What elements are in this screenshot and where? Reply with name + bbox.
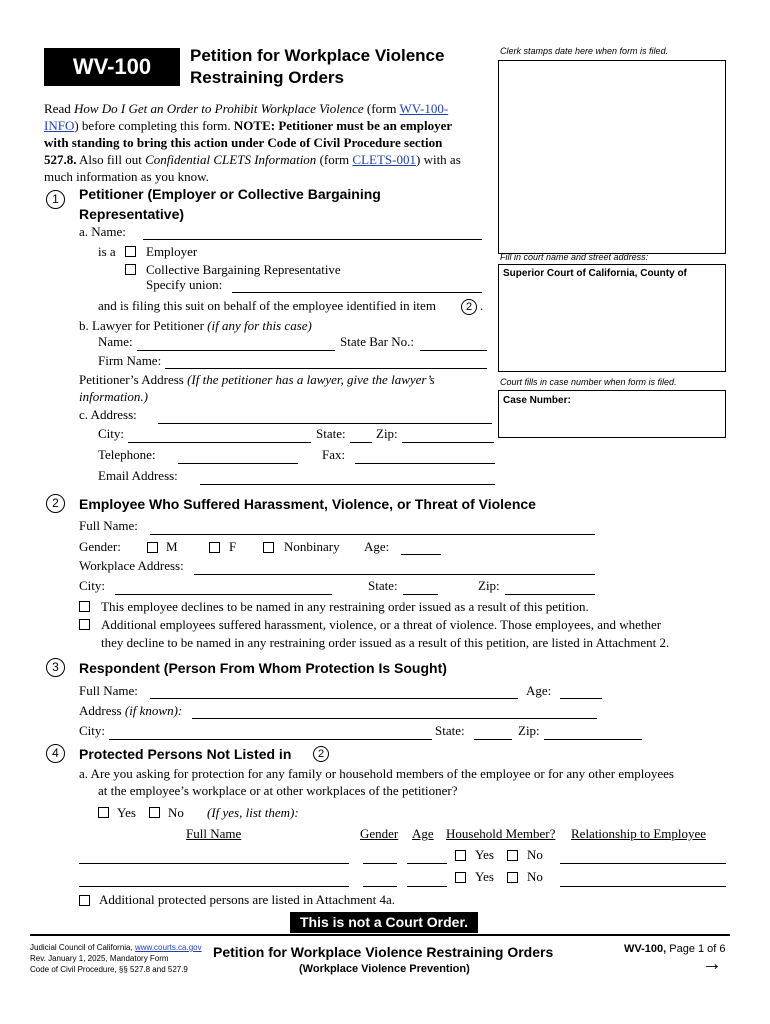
row1-age-field[interactable]	[407, 863, 447, 864]
additional-protected-checkbox[interactable]	[79, 895, 90, 906]
fax-field[interactable]	[355, 463, 495, 464]
specify-union-field[interactable]	[232, 292, 482, 293]
info-link[interactable]: INFO	[44, 118, 75, 133]
employee-age-field[interactable]	[401, 554, 441, 555]
filing-period: .	[480, 298, 484, 313]
s4-if-yes-label: (If yes, list them):	[207, 805, 299, 820]
case-number-label: Court fills in case number when form is filed.	[500, 377, 677, 387]
section-4-number: 4	[46, 744, 65, 763]
footer-title: Petition for Workplace Violence Restraining Orders	[213, 944, 554, 960]
section-1-number: 1	[46, 190, 65, 209]
courts-link[interactable]: www.courts.ca.gov	[134, 943, 202, 952]
filing-on-behalf-text: and is filing this suit on behalf of the employee identified in item	[98, 298, 436, 313]
section-1-title-line2: Representative)	[79, 206, 185, 222]
case-number-title: Case Number:	[503, 395, 571, 406]
row1-no-label: No	[527, 847, 543, 862]
respondent-name-label: Full Name:	[79, 683, 138, 698]
intro-line5: much information as you know.	[44, 169, 209, 184]
address-field[interactable]	[158, 423, 492, 424]
clerk-stamp-label: Clerk stamps date here when form is filed.	[500, 46, 669, 56]
email-label: Email Address:	[98, 468, 178, 483]
telephone-label: Telephone:	[98, 447, 156, 462]
row1-relationship-field[interactable]	[560, 863, 726, 864]
lawyer-heading: b. Lawyer for Petitioner (if any for this case)	[79, 318, 312, 333]
employer-label: Employer	[146, 244, 198, 259]
court-label: Fill in court name and street address:	[500, 252, 649, 262]
gender-f-label: F	[229, 539, 237, 554]
section-4-title: Protected Persons Not Listed in	[79, 746, 292, 762]
form-title-line2: Restraining Orders	[190, 68, 344, 87]
footer-line1: Judicial Council of California, www.courts.ca.gov	[30, 943, 202, 952]
employee-name-field[interactable]	[150, 534, 595, 535]
form-id-badge: WV-100	[44, 48, 180, 86]
petitioner-name-field[interactable]	[143, 239, 482, 240]
col-gender: Gender	[360, 826, 399, 841]
zip-field[interactable]	[402, 442, 494, 443]
row2-no-label: No	[527, 869, 543, 884]
lawyer-name-label: Name:	[98, 334, 133, 349]
footer-page: WV-100, Page 1 of 6	[624, 943, 726, 955]
next-page-arrow-icon[interactable]: →	[702, 953, 722, 975]
s4-no-checkbox[interactable]	[149, 807, 160, 818]
footer-line2: Rev. January 1, 2025, Mandatory Form	[30, 954, 169, 963]
row2-name-field[interactable]	[79, 886, 349, 887]
gender-m-label: M	[166, 539, 178, 554]
respondent-zip-label: Zip:	[518, 723, 540, 738]
gender-f-checkbox[interactable]	[209, 542, 220, 553]
petitioner-address-heading: Petitioner’s Address (If the petitioner has a lawyer, give the lawyer’s	[79, 372, 435, 387]
clerk-stamp-box	[498, 60, 726, 254]
telephone-field[interactable]	[178, 463, 298, 464]
section-3-number: 3	[46, 658, 65, 677]
not-court-order-banner: This is not a Court Order.	[290, 912, 478, 933]
employee-city-label: City:	[79, 578, 106, 593]
clets-001-link[interactable]: CLETS-001	[352, 152, 416, 167]
wv-100-info-link[interactable]: WV-100-	[399, 101, 449, 116]
respondent-age-field[interactable]	[560, 698, 602, 699]
row2-yes-label: Yes	[475, 869, 494, 884]
employee-state-field[interactable]	[403, 594, 438, 595]
zip-label: Zip:	[376, 426, 398, 441]
intro-line1: Read How Do I Get an Order to Prohibit Workplace Violence (form WV-100-	[44, 101, 449, 116]
col-full-name: Full Name	[186, 826, 242, 841]
respondent-state-field[interactable]	[474, 739, 512, 740]
row1-no-checkbox[interactable]	[507, 850, 518, 861]
petitioner-name-label: a. Name:	[79, 224, 126, 239]
respondent-address-label: Address (if known):	[79, 703, 183, 718]
gender-m-checkbox[interactable]	[147, 542, 158, 553]
workplace-address-label: Workplace Address:	[79, 558, 184, 573]
item-2-ref-icon-s4: 2	[313, 746, 329, 762]
respondent-city-label: City:	[79, 723, 106, 738]
respondent-city-field[interactable]	[109, 739, 432, 740]
employee-age-label: Age:	[364, 539, 390, 554]
workplace-address-field[interactable]	[194, 574, 595, 575]
row2-yes-checkbox[interactable]	[455, 872, 466, 883]
additional-protected-label: Additional protected persons are listed in Attachment 4a.	[99, 892, 396, 907]
respondent-age-label: Age:	[526, 683, 552, 698]
s4-question-line2: at the employee’s workplace or at other workplaces of the petitioner?	[98, 783, 458, 798]
court-name: Superior Court of California, County of	[503, 268, 687, 279]
row2-relationship-field[interactable]	[560, 886, 726, 887]
declines-label: This employee declines to be named in any restraining order issued as a result of this petition.	[101, 599, 589, 614]
row2-no-checkbox[interactable]	[507, 872, 518, 883]
section-1-title-line1: Petitioner (Employer or Collective Bargaining	[79, 186, 381, 202]
s4-no-label: No	[168, 805, 184, 820]
state-bar-field[interactable]	[420, 350, 487, 351]
employer-checkbox[interactable]	[125, 246, 136, 257]
row1-name-field[interactable]	[79, 863, 349, 864]
declines-checkbox[interactable]	[79, 601, 90, 612]
respondent-address-field[interactable]	[192, 718, 597, 719]
row1-yes-label: Yes	[475, 847, 494, 862]
state-bar-label: State Bar No.:	[340, 334, 415, 349]
section-2-number: 2	[46, 494, 65, 513]
row1-yes-checkbox[interactable]	[455, 850, 466, 861]
state-field[interactable]	[350, 442, 372, 443]
intro-line3: with standing to bring this action under Code of Civil Procedure section	[44, 135, 443, 150]
s4-yes-checkbox[interactable]	[98, 807, 109, 818]
respondent-zip-field[interactable]	[544, 739, 642, 740]
employee-name-label: Full Name:	[79, 518, 138, 533]
city-label: City:	[98, 426, 125, 441]
row2-gender-field[interactable]	[363, 886, 397, 887]
s4-question-line1: a. Are you asking for protection for any family or household members of the employee or for any other employees	[79, 766, 674, 781]
section-3-title: Respondent (Person From Whom Protection Is Sought)	[79, 660, 447, 676]
gender-label: Gender:	[79, 539, 121, 554]
col-age: Age	[412, 826, 434, 841]
section-2-title: Employee Who Suffered Harassment, Violence, or Threat of Violence	[79, 496, 536, 512]
row2-age-field[interactable]	[407, 886, 447, 887]
additional-employees-checkbox[interactable]	[79, 619, 90, 630]
form-title-line1: Petition for Workplace Violence	[190, 46, 445, 65]
intro-line2: INFO) before completing this form. NOTE: Petitioner must be an employer	[44, 118, 453, 133]
footer-line3: Code of Civil Procedure, §§ 527.8 and 527.9	[30, 965, 188, 974]
row1-gender-field[interactable]	[363, 863, 397, 864]
fax-label: Fax:	[322, 447, 346, 462]
footer-subtitle: (Workplace Violence Prevention)	[299, 963, 470, 975]
address-label: c. Address:	[79, 407, 137, 422]
employee-zip-label: Zip:	[478, 578, 500, 593]
col-household: Household Member?	[446, 826, 556, 841]
employee-city-field[interactable]	[115, 594, 332, 595]
item-2-ref-icon: 2	[461, 299, 477, 315]
court-name-box[interactable]	[498, 264, 726, 372]
gender-nonbinary-checkbox[interactable]	[263, 542, 274, 553]
footer-divider	[30, 934, 730, 936]
cbr-checkbox[interactable]	[125, 264, 136, 275]
lawyer-name-field[interactable]	[137, 350, 335, 351]
firm-name-field[interactable]	[165, 368, 487, 369]
additional-employees-label-1: Additional employees suffered harassment, violence, or a threat of violence. Those employees, and whether	[101, 617, 662, 632]
respondent-state-label: State:	[435, 723, 465, 738]
gender-nonbinary-label: Nonbinary	[284, 539, 340, 554]
employee-state-label: State:	[368, 578, 398, 593]
email-field[interactable]	[200, 484, 495, 485]
state-label: State:	[316, 426, 346, 441]
specify-union-label: Specify union:	[146, 277, 223, 292]
additional-employees-label-2: they decline to be named in any restraining order issued as a result of this petition, are listed in Attachment 2.	[101, 635, 670, 650]
s4-yes-label: Yes	[117, 805, 136, 820]
col-relationship: Relationship to Employee	[571, 826, 707, 841]
employee-zip-field[interactable]	[505, 594, 595, 595]
firm-name-label: Firm Name:	[98, 353, 162, 368]
respondent-name-field[interactable]	[150, 698, 518, 699]
petitioner-address-heading-2: information.)	[79, 389, 148, 404]
is-a-label: is a	[98, 244, 116, 259]
cbr-label: Collective Bargaining Representative	[146, 262, 341, 277]
intro-line4: 527.8. Also fill out Confidential CLETS Information (form CLETS-001) with as	[44, 152, 461, 167]
city-field[interactable]	[128, 442, 311, 443]
